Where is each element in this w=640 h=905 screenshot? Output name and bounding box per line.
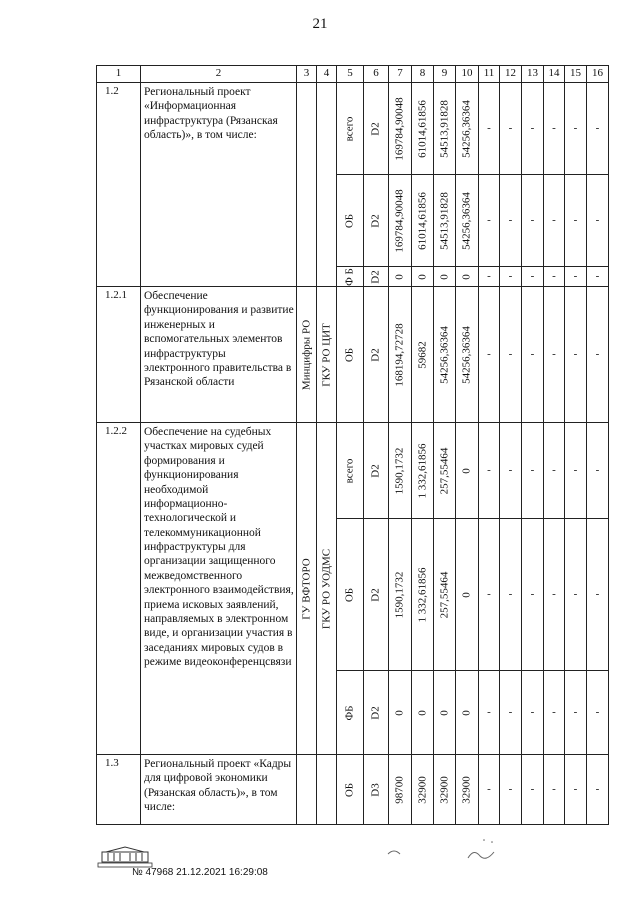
value-col-10: [456, 755, 479, 825]
row-number: 1.2.1: [97, 287, 141, 423]
value-col-9: [434, 423, 456, 519]
value-col-9-text: 0: [437, 273, 450, 280]
value-col-10-text: 32900: [460, 775, 473, 804]
funding-source: [337, 287, 364, 423]
header-col-9: 9: [434, 66, 456, 83]
value-col-8-text: 1 332,61856: [415, 567, 428, 622]
dash-col-11: -: [479, 287, 500, 423]
dash-col-15: -: [565, 423, 587, 519]
participant: [317, 755, 337, 825]
value-col-8: [412, 755, 434, 825]
value-col-8-text: 0: [415, 709, 428, 716]
budget-code: [364, 83, 389, 175]
value-col-8-text: 59682: [415, 340, 428, 369]
funding-source-text: Ф Б: [343, 267, 356, 286]
dash-col-13: -: [522, 519, 544, 671]
value-col-8-text: 1 332,61856: [415, 443, 428, 498]
value-col-7: [389, 671, 412, 755]
value-col-9: [434, 267, 456, 287]
dash-col-13: -: [522, 175, 544, 267]
dash-col-14: -: [544, 423, 565, 519]
budget-table: [96, 65, 609, 825]
dash-col-15: -: [565, 519, 587, 671]
budget-code-text: D2: [369, 463, 382, 478]
funding-source: [337, 175, 364, 267]
value-col-7-text: 1590,1732: [393, 447, 406, 494]
footer: [96, 846, 268, 878]
value-col-10-text: 0: [460, 591, 473, 598]
value-col-10-text: 54256,36364: [460, 99, 473, 158]
value-col-9-text: 0: [437, 709, 450, 716]
value-col-8: [412, 671, 434, 755]
value-col-9-text: 54513,91828: [437, 191, 450, 250]
budget-code-text: D2: [369, 269, 382, 284]
dash-col-13: -: [522, 83, 544, 175]
row-title: Обеспечение функционирования и развитие инженерных и вспомогательных элементов инфраструктуры электронного правительства в Рязанской области: [141, 287, 297, 423]
value-col-9-text: 54256,36364: [437, 325, 450, 384]
funding-source: [337, 519, 364, 671]
dash-col-16: -: [587, 519, 609, 671]
dash-col-11: -: [479, 423, 500, 519]
dash-col-12: -: [500, 287, 522, 423]
value-col-7: [389, 423, 412, 519]
registration-stamp: № 47968 21.12.2021 16:29:08: [132, 867, 268, 878]
row-number: 1.2.2: [97, 423, 141, 755]
budget-code-text: D3: [369, 782, 382, 797]
responsible-executor: [297, 755, 317, 825]
dash-col-14: -: [544, 671, 565, 755]
value-col-10-text: 0: [460, 709, 473, 716]
budget-code: [364, 519, 389, 671]
dash-col-12: -: [500, 755, 522, 825]
budget-code: [364, 175, 389, 267]
value-col-10-text: 0: [460, 467, 473, 474]
dash-col-15: -: [565, 83, 587, 175]
value-col-9-text: 54513,91828: [437, 99, 450, 158]
header-col-8: 8: [412, 66, 434, 83]
dash-col-13: -: [522, 755, 544, 825]
value-col-7-text: 1590,1732: [393, 571, 406, 618]
value-col-8: [412, 287, 434, 423]
budget-code: [364, 423, 389, 519]
responsible-executor: [297, 423, 317, 755]
value-col-9: [434, 287, 456, 423]
dash-col-13: -: [522, 287, 544, 423]
responsible-executor-text: Минцифры РО: [299, 319, 312, 390]
value-col-8: [412, 267, 434, 287]
header-col-11: 11: [479, 66, 500, 83]
header-col-12: 12: [500, 66, 522, 83]
funding-source-text: ОБ: [343, 213, 356, 228]
header-col-3: 3: [297, 66, 317, 83]
value-col-9: [434, 755, 456, 825]
value-col-10: [456, 671, 479, 755]
funding-source-text: ОБ: [343, 587, 356, 602]
value-col-8-text: 61014,61856: [415, 99, 428, 158]
dash-col-12: -: [500, 175, 522, 267]
participant-text: ГКУ РО УОДМС: [319, 548, 332, 629]
value-col-9: [434, 83, 456, 175]
dash-col-16: -: [587, 287, 609, 423]
dash-col-15: -: [565, 175, 587, 267]
row-title: Обеспечение на судебных участках мировых судей формирования и функционирования необходимой информационно-технологической и телекоммуникационной инфраструктуры для организации защищенного межведомственного электронного взаимодействия, приема исковых заявлений, направляемых в электронном виде, и организации участия в заседаниях мировых судов в режиме видеоконференцсвязи: [141, 423, 297, 755]
table-row: [97, 83, 609, 175]
funding-source: [337, 83, 364, 175]
table-row: [97, 423, 609, 519]
budget-code-text: D2: [369, 587, 382, 602]
header-col-6: 6: [364, 66, 389, 83]
budget-code: [364, 755, 389, 825]
funding-source: [337, 671, 364, 755]
funding-source: [337, 755, 364, 825]
dash-col-12: -: [500, 267, 522, 287]
participant-text: ГКУ РО ЦИТ: [319, 322, 332, 387]
header-col-7: 7: [389, 66, 412, 83]
page-number: 21: [312, 16, 328, 32]
value-col-7-text: 169784,90048: [393, 96, 406, 161]
value-col-8-text: 0: [415, 273, 428, 280]
dash-col-11: -: [479, 267, 500, 287]
header-col-5: 5: [337, 66, 364, 83]
dash-col-11: -: [479, 175, 500, 267]
dash-col-12: -: [500, 519, 522, 671]
dash-col-12: -: [500, 671, 522, 755]
value-col-7-text: 0: [393, 709, 406, 716]
value-col-7-text: 0: [393, 273, 406, 280]
funding-source: [337, 267, 364, 287]
dash-col-14: -: [544, 83, 565, 175]
dash-col-15: -: [565, 287, 587, 423]
table-row: [97, 287, 609, 423]
value-col-10: [456, 519, 479, 671]
value-col-8: [412, 423, 434, 519]
dash-col-16: -: [587, 267, 609, 287]
value-col-8-text: 61014,61856: [415, 191, 428, 250]
value-col-9-text: 257,55464: [437, 447, 450, 494]
budget-code-text: D2: [369, 121, 382, 136]
dash-col-16: -: [587, 175, 609, 267]
budget-code-text: D2: [369, 213, 382, 228]
header-col-4: 4: [317, 66, 337, 83]
dash-col-15: -: [565, 267, 587, 287]
value-col-10: [456, 423, 479, 519]
dash-col-13: -: [522, 671, 544, 755]
header-col-16: 16: [587, 66, 609, 83]
dash-col-11: -: [479, 83, 500, 175]
value-col-10: [456, 267, 479, 287]
dash-col-16: -: [587, 423, 609, 519]
header-row: [97, 66, 609, 83]
header-col-14: 14: [544, 66, 565, 83]
value-col-8-text: 32900: [415, 775, 428, 804]
header-col-15: 15: [565, 66, 587, 83]
dash-col-15: -: [565, 755, 587, 825]
dash-col-14: -: [544, 519, 565, 671]
participant: [317, 287, 337, 423]
table-row: [97, 755, 609, 825]
value-col-7: [389, 83, 412, 175]
value-col-10-text: 54256,36364: [460, 191, 473, 250]
value-col-7-text: 169784,90048: [393, 188, 406, 253]
government-emblem-icon: [96, 846, 154, 868]
value-col-10: [456, 175, 479, 267]
dash-col-11: -: [479, 755, 500, 825]
dash-col-12: -: [500, 83, 522, 175]
dash-col-14: -: [544, 267, 565, 287]
budget-code-text: D2: [369, 705, 382, 720]
funding-source-text: ОБ: [343, 782, 356, 797]
dash-col-14: -: [544, 175, 565, 267]
header-col-13: 13: [522, 66, 544, 83]
value-col-8: [412, 175, 434, 267]
value-col-7-text: 98700: [393, 775, 406, 804]
dash-col-16: -: [587, 83, 609, 175]
value-col-8: [412, 83, 434, 175]
dash-col-14: -: [544, 755, 565, 825]
dash-col-13: -: [522, 423, 544, 519]
dash-col-14: -: [544, 287, 565, 423]
value-col-9: [434, 671, 456, 755]
value-col-9-text: 32900: [437, 775, 450, 804]
funding-source-text: ОБ: [343, 347, 356, 362]
value-col-7: [389, 287, 412, 423]
value-col-7: [389, 755, 412, 825]
dash-col-11: -: [479, 519, 500, 671]
header-col-10: 10: [456, 66, 479, 83]
value-col-9: [434, 519, 456, 671]
responsible-executor: [297, 83, 317, 287]
dash-col-13: -: [522, 267, 544, 287]
dash-col-16: -: [587, 671, 609, 755]
value-col-10-text: 0: [460, 273, 473, 280]
value-col-10: [456, 287, 479, 423]
dash-col-12: -: [500, 423, 522, 519]
value-col-7: [389, 267, 412, 287]
participant: [317, 83, 337, 287]
header-col-1: 1: [97, 66, 141, 83]
value-col-8: [412, 519, 434, 671]
funding-source: [337, 423, 364, 519]
dash-col-16: -: [587, 755, 609, 825]
responsible-executor: [297, 287, 317, 423]
value-col-7: [389, 175, 412, 267]
handwritten-marks: [384, 836, 534, 866]
budget-code: [364, 671, 389, 755]
row-title: Региональный проект «Информационная инфраструктура (Рязанская область)», в том числе:: [141, 83, 297, 287]
value-col-7: [389, 519, 412, 671]
funding-source-text: всего: [343, 116, 356, 141]
row-title: Региональный проект «Кадры для цифровой экономики (Рязанская область)», в том числе:: [141, 755, 297, 825]
value-col-9: [434, 175, 456, 267]
row-number: 1.3: [97, 755, 141, 825]
dash-col-15: -: [565, 671, 587, 755]
value-col-10-text: 54256,36364: [460, 325, 473, 384]
value-col-9-text: 257,55464: [437, 571, 450, 618]
budget-code: [364, 287, 389, 423]
funding-source-text: ФБ: [343, 704, 356, 721]
budget-code: [364, 267, 389, 287]
header-col-2: 2: [141, 66, 297, 83]
dash-col-11: -: [479, 671, 500, 755]
participant: [317, 423, 337, 755]
value-col-10: [456, 83, 479, 175]
value-col-7-text: 168194,72728: [393, 322, 406, 387]
row-number: 1.2: [97, 83, 141, 287]
budget-code-text: D2: [369, 347, 382, 362]
responsible-executor-text: ГУ ВФТОРО: [299, 557, 312, 620]
funding-source-text: всего: [343, 458, 356, 483]
